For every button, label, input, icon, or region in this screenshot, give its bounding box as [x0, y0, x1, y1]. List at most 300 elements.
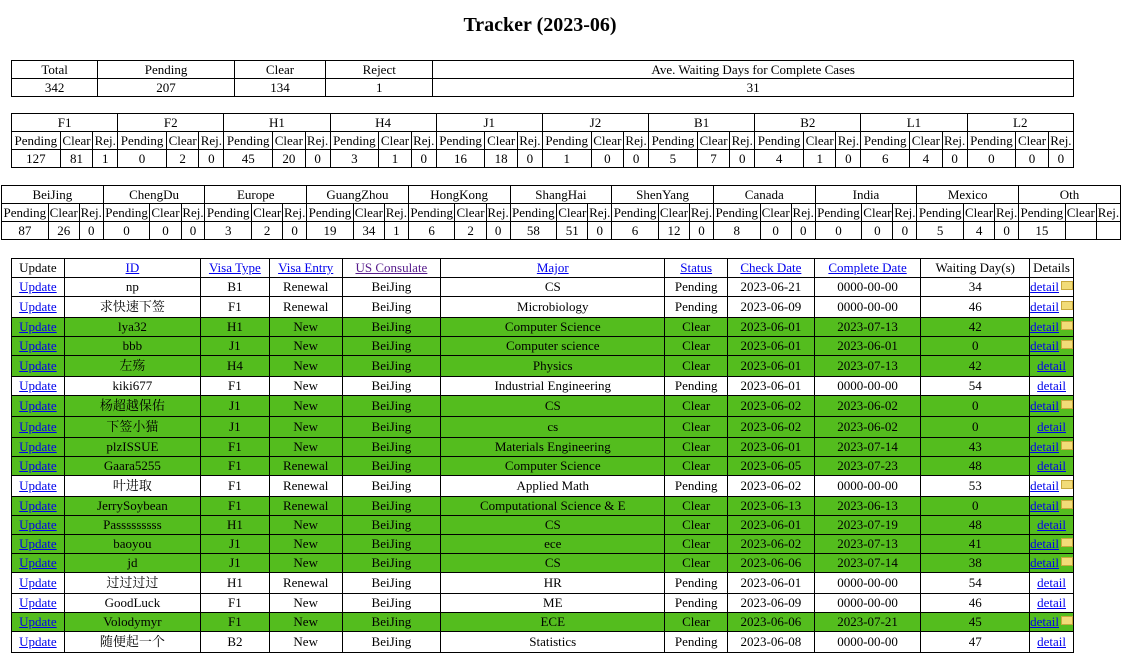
visa-group-sub-header: Clear [697, 132, 730, 150]
details-cell[interactable] [1030, 417, 1074, 438]
details-cell[interactable] [1030, 613, 1074, 632]
status-cell: Clear [665, 613, 728, 632]
visa-type-cell: F1 [201, 457, 270, 476]
consulate-cell: BeiJing [342, 396, 441, 417]
consulate-group-value-row [2, 222, 1121, 240]
visa-group-name: H4 [330, 114, 436, 132]
consulate-group-value: 5 [917, 222, 964, 240]
status-cell: Clear [665, 417, 728, 438]
status-cell: Clear [665, 457, 728, 476]
visa-entry-cell: New [269, 438, 342, 457]
detail-link[interactable]: detail [1030, 439, 1059, 454]
check-date-cell: 2023-06-01 [728, 377, 815, 396]
visa-group-sub-header: Clear [1016, 132, 1049, 150]
visa-group-sub-header: Rej. [413, 132, 435, 148]
sort-complete-date-link[interactable]: Complete Date [828, 260, 907, 275]
case-id-cell: 左殇 [64, 356, 200, 377]
update-link[interactable]: Update [19, 458, 57, 473]
consulate-stats-table [1, 185, 1121, 240]
table-row [12, 594, 1074, 613]
consulate-group-sub-header: Pending [510, 204, 557, 222]
details-cell[interactable] [1030, 497, 1074, 516]
visa-type-cell: F1 [201, 497, 270, 516]
col-visa-entry-header[interactable] [269, 259, 342, 278]
check-date-cell: 2023-06-08 [728, 632, 815, 653]
update-cell[interactable] [12, 297, 65, 318]
waiting-days-cell: 46 [921, 594, 1030, 613]
update-cell[interactable] [12, 457, 65, 476]
consulate-group-value: 0 [893, 222, 917, 240]
update-cell[interactable] [12, 356, 65, 377]
case-id-cell: jd [64, 554, 200, 573]
consulate-group-sub-header: Clear [253, 204, 282, 220]
visa-entry-cell: New [269, 377, 342, 396]
visa-group-sub-header: Pending [967, 132, 1016, 150]
visa-entry-cell: New [269, 516, 342, 535]
update-link[interactable]: Update [19, 595, 57, 610]
visa-group-value: 0 [118, 150, 167, 168]
visa-entry-cell: New [269, 337, 342, 356]
consulate-group-value: 58 [510, 222, 557, 240]
consulate-group-sub-header: Clear [456, 204, 485, 220]
sort-status-link[interactable]: Status [680, 260, 713, 275]
visa-group-value: 0 [836, 150, 861, 168]
visa-group-value: 0 [942, 150, 967, 168]
update-cell[interactable] [12, 632, 65, 653]
table-row [12, 318, 1074, 337]
consulate-cell: BeiJing [342, 356, 441, 377]
waiting-days-cell: 42 [921, 318, 1030, 337]
detail-link[interactable]: detail [1037, 517, 1066, 532]
consulate-group-value: 8 [713, 222, 760, 240]
col-check-date-header[interactable] [728, 259, 815, 278]
visa-group-value: 1 [379, 150, 412, 168]
mail-icon [1061, 557, 1073, 566]
consulate-group-name-row [2, 186, 1121, 204]
waiting-days-cell: 54 [921, 377, 1030, 396]
details-cell[interactable] [1030, 356, 1074, 377]
update-cell[interactable] [12, 594, 65, 613]
update-link[interactable]: Update [19, 378, 57, 393]
visa-type-cell: B1 [201, 278, 270, 297]
update-cell[interactable] [12, 318, 65, 337]
consulate-group-sub-header: Clear [49, 204, 78, 220]
update-cell[interactable] [12, 476, 65, 497]
update-link[interactable]: Update [19, 279, 57, 294]
consulate-group-value: 0 [181, 222, 205, 240]
check-date-cell: 2023-06-01 [728, 516, 815, 535]
status-cell: Pending [665, 278, 728, 297]
visa-group-sub-header: Clear [60, 132, 93, 150]
case-id-cell: GoodLuck [64, 594, 200, 613]
consulate-group-value: 0 [103, 222, 150, 240]
update-link[interactable]: Update [19, 358, 57, 373]
consulate-cell: BeiJing [342, 632, 441, 653]
check-date-cell: 2023-06-13 [728, 497, 815, 516]
complete-date-cell: 2023-07-13 [814, 318, 921, 337]
update-cell[interactable] [12, 278, 65, 297]
detail-link[interactable]: detail [1037, 634, 1066, 649]
status-cell: Pending [665, 594, 728, 613]
consulate-group-value: 6 [408, 222, 455, 240]
visa-type-cell: H1 [201, 573, 270, 594]
consulate-group-name: BeiJing [2, 186, 104, 204]
table-row [12, 438, 1074, 457]
mail-icon [1061, 321, 1073, 330]
visa-group-value-row [12, 150, 1074, 168]
consulate-group-sub-row [2, 204, 1121, 222]
check-date-cell: 2023-06-02 [728, 396, 815, 417]
update-cell[interactable] [12, 337, 65, 356]
summary-header: Reject [326, 61, 433, 79]
major-cell: Industrial Engineering [441, 377, 665, 396]
summary-value: 134 [234, 79, 325, 97]
check-date-cell: 2023-06-01 [728, 438, 815, 457]
visa-group-value: 1 [803, 150, 836, 168]
consulate-group-name: Oth [1019, 186, 1121, 204]
visa-group-sub-header: Pending [12, 132, 61, 150]
details-cell[interactable] [1030, 396, 1074, 417]
visa-group-value: 1 [93, 150, 118, 168]
complete-date-cell: 0000-00-00 [814, 594, 921, 613]
case-id-cell: 随便起一个 [64, 632, 200, 653]
summary-header: Clear [234, 61, 325, 79]
consulate-group-name: HongKong [408, 186, 510, 204]
major-cell: ECE [441, 613, 665, 632]
waiting-days-cell: 53 [921, 476, 1030, 497]
case-id-cell: plzISSUE [64, 438, 200, 457]
update-link[interactable]: Update [19, 398, 57, 413]
consulate-cell: BeiJing [342, 594, 441, 613]
consulate-cell: BeiJing [342, 613, 441, 632]
visa-group-sub-header: Rej. [1050, 132, 1072, 148]
detail-link[interactable]: detail [1037, 378, 1066, 393]
update-cell[interactable] [12, 573, 65, 594]
summary-value: 1 [326, 79, 433, 97]
table-row [12, 278, 1074, 297]
detail-link[interactable]: detail [1037, 575, 1066, 590]
details-cell[interactable] [1030, 337, 1074, 356]
table-row [12, 457, 1074, 476]
update-link[interactable]: Update [19, 439, 57, 454]
consulate-group-value: 4 [963, 222, 994, 240]
col-consulate-header[interactable] [342, 259, 441, 278]
update-cell[interactable] [12, 516, 65, 535]
status-cell: Clear [665, 337, 728, 356]
visa-type-cell: F1 [201, 594, 270, 613]
visa-entry-cell: New [269, 594, 342, 613]
waiting-days-cell: 54 [921, 573, 1030, 594]
detail-link[interactable]: detail [1030, 498, 1059, 513]
check-date-cell: 2023-06-21 [728, 278, 815, 297]
update-link[interactable]: Update [19, 517, 57, 532]
case-id-cell: 杨超越保佑 [64, 396, 200, 417]
details-cell[interactable] [1030, 594, 1074, 613]
waiting-days-cell: 46 [921, 297, 1030, 318]
details-cell[interactable] [1030, 535, 1074, 554]
update-link[interactable]: Update [19, 338, 57, 353]
update-cell[interactable] [12, 497, 65, 516]
details-cell[interactable] [1030, 476, 1074, 497]
table-row [12, 573, 1074, 594]
update-link[interactable]: Update [19, 299, 57, 314]
check-date-cell: 2023-06-02 [728, 535, 815, 554]
mail-icon [1061, 281, 1073, 290]
status-cell: Clear [665, 554, 728, 573]
consulate-group-name: Europe [205, 186, 307, 204]
consulate-group-sub-header: Clear [558, 204, 587, 220]
check-date-cell: 2023-06-02 [728, 417, 815, 438]
case-id-cell: 叶进取 [64, 476, 200, 497]
detail-link[interactable]: detail [1030, 338, 1059, 353]
table-row [12, 417, 1074, 438]
consulate-group-value [1096, 222, 1120, 240]
consulate-group-sub-header: Rej. [284, 204, 306, 220]
visa-group-value: 0 [199, 150, 224, 168]
consulate-group-sub-header: Rej. [1097, 204, 1120, 220]
consulate-group-value: 0 [150, 222, 181, 240]
check-date-cell: 2023-06-09 [728, 594, 815, 613]
details-cell[interactable] [1030, 632, 1074, 653]
complete-date-cell: 0000-00-00 [814, 632, 921, 653]
consulate-group-value: 0 [995, 222, 1019, 240]
consulate-group-name: GuangZhou [307, 186, 409, 204]
details-cell[interactable] [1030, 278, 1074, 297]
col-id-header[interactable] [64, 259, 200, 278]
cases-header-row [12, 259, 1074, 278]
detail-link[interactable]: detail [1030, 398, 1059, 413]
update-cell[interactable] [12, 554, 65, 573]
col-visa-type-header[interactable] [201, 259, 270, 278]
cases-table [11, 258, 1074, 653]
visa-entry-cell: New [269, 417, 342, 438]
consulate-cell: BeiJing [342, 417, 441, 438]
sort-major-link[interactable]: Major [536, 260, 569, 275]
update-link[interactable]: Update [19, 419, 57, 434]
consulate-cell: BeiJing [342, 573, 441, 594]
details-cell[interactable] [1030, 297, 1074, 318]
visa-group-value: 0 [730, 150, 755, 168]
consulate-group-value: 19 [307, 222, 354, 240]
update-cell[interactable] [12, 438, 65, 457]
details-cell[interactable] [1030, 573, 1074, 594]
consulate-cell: BeiJing [342, 278, 441, 297]
consulate-group-value: 0 [791, 222, 815, 240]
detail-link[interactable]: detail [1037, 458, 1066, 473]
sort-visa-entry-link[interactable]: Visa Entry [278, 260, 334, 275]
visa-group-sub-header: Clear [591, 132, 624, 150]
update-link[interactable]: Update [19, 498, 57, 513]
update-cell[interactable] [12, 377, 65, 396]
mail-icon [1061, 301, 1073, 310]
consulate-group-value: 0 [79, 222, 103, 240]
visa-group-sub-header: Pending [330, 132, 379, 150]
complete-date-cell: 0000-00-00 [814, 573, 921, 594]
visa-entry-cell: New [269, 535, 342, 554]
check-date-cell: 2023-06-01 [728, 318, 815, 337]
consulate-group-value: 12 [658, 222, 689, 240]
detail-link[interactable]: detail [1030, 299, 1059, 314]
consulate-group-value: 1 [384, 222, 408, 240]
consulate-group-sub-header: Clear [659, 204, 689, 220]
details-cell[interactable] [1030, 438, 1074, 457]
visa-group-sub-header: Clear [379, 132, 412, 150]
visa-group-value: 20 [273, 150, 306, 168]
major-cell: CS [441, 554, 665, 573]
update-link[interactable]: Update [19, 319, 57, 334]
detail-link[interactable]: detail [1030, 279, 1059, 294]
waiting-days-cell: 41 [921, 535, 1030, 554]
visa-group-value: 81 [60, 150, 93, 168]
visa-entry-cell: New [269, 396, 342, 417]
waiting-days-cell: 0 [921, 417, 1030, 438]
col-status-header[interactable] [665, 259, 728, 278]
consulate-group-sub-header: Pending [917, 204, 964, 222]
col-details-header: Details [1030, 259, 1074, 278]
consulate-cell: BeiJing [342, 516, 441, 535]
consulate-cell: BeiJing [342, 318, 441, 337]
consulate-group-sub-header: Rej. [589, 204, 611, 220]
visa-group-sub-row [12, 132, 1074, 150]
visa-group-name: J2 [542, 114, 648, 132]
update-link[interactable]: Update [19, 614, 57, 629]
update-link[interactable]: Update [19, 536, 57, 551]
consulate-group-name: Canada [713, 186, 815, 204]
summary-value: 31 [433, 79, 1074, 97]
major-cell: Computer Science [441, 318, 665, 337]
details-cell[interactable] [1030, 457, 1074, 476]
waiting-days-cell: 34 [921, 278, 1030, 297]
consulate-group-sub-header: Pending [408, 204, 455, 222]
major-cell: Computational Science & E [441, 497, 665, 516]
consulate-group-sub-header: Clear [863, 204, 892, 220]
complete-date-cell: 2023-07-14 [814, 554, 921, 573]
consulate-group-name: India [815, 186, 917, 204]
update-cell[interactable] [12, 396, 65, 417]
visa-type-cell: B2 [201, 632, 270, 653]
complete-date-cell: 2023-06-02 [814, 396, 921, 417]
table-row [12, 554, 1074, 573]
visa-entry-cell: Renewal [269, 476, 342, 497]
detail-link[interactable]: detail [1030, 555, 1059, 570]
visa-group-sub-header: Rej. [200, 132, 223, 148]
consulate-group-sub-header: Clear [1066, 204, 1095, 220]
summary-value: 342 [12, 79, 98, 97]
sort-id-link[interactable]: ID [125, 260, 140, 275]
details-cell[interactable] [1030, 516, 1074, 535]
visa-group-sub-header: Pending [542, 132, 591, 150]
consulate-group-value: 2 [455, 222, 486, 240]
consulate-group-value: 0 [760, 222, 791, 240]
consulate-group-sub-header: Pending [103, 204, 150, 222]
consulate-group-value: 0 [690, 222, 714, 240]
details-cell[interactable] [1030, 318, 1074, 337]
sort-consulate-link[interactable]: US Consulate [355, 260, 428, 275]
case-id-cell: bbb [64, 337, 200, 356]
visa-group-value: 0 [591, 150, 624, 168]
complete-date-cell: 2023-07-14 [814, 438, 921, 457]
update-link[interactable]: Update [19, 575, 57, 590]
detail-link[interactable]: detail [1030, 478, 1059, 493]
update-link[interactable]: Update [19, 555, 57, 570]
visa-group-sub-header: Rej. [306, 132, 329, 148]
status-cell: Clear [665, 318, 728, 337]
update-cell[interactable] [12, 535, 65, 554]
major-cell: Materials Engineering [441, 438, 665, 457]
waiting-days-cell: 0 [921, 396, 1030, 417]
detail-link[interactable]: detail [1037, 419, 1066, 434]
detail-link[interactable]: detail [1037, 358, 1066, 373]
details-cell[interactable] [1030, 554, 1074, 573]
check-date-cell: 2023-06-02 [728, 476, 815, 497]
visa-group-name: F1 [12, 114, 118, 132]
visa-group-sub-header: Clear [803, 132, 836, 150]
detail-link[interactable]: detail [1030, 319, 1059, 334]
major-cell: cs [441, 417, 665, 438]
consulate-group-sub-header: Pending [1019, 204, 1066, 222]
consulate-group-value: 6 [612, 222, 659, 240]
detail-link[interactable]: detail [1030, 536, 1059, 551]
visa-group-sub-header: Clear [910, 132, 943, 150]
summary-header-row [12, 61, 1074, 79]
sort-visa-type-link[interactable]: Visa Type [208, 260, 261, 275]
update-link[interactable]: Update [19, 478, 57, 493]
mail-icon [1061, 538, 1073, 547]
visa-group-sub-header: Pending [118, 132, 167, 150]
visa-group-sub-header: Rej. [731, 132, 753, 148]
details-cell[interactable] [1030, 377, 1074, 396]
detail-link[interactable]: detail [1037, 595, 1066, 610]
update-link[interactable]: Update [19, 634, 57, 649]
visa-type-cell: H1 [201, 516, 270, 535]
consulate-group-sub-header: Rej. [690, 204, 713, 220]
complete-date-cell: 2023-07-19 [814, 516, 921, 535]
consulate-group-sub-header: Clear [354, 204, 383, 220]
visa-group-value: 0 [1048, 150, 1073, 168]
visa-group-name-row [12, 114, 1074, 132]
visa-group-name: B1 [649, 114, 755, 132]
summary-header: Total [12, 61, 98, 79]
detail-link[interactable]: detail [1030, 614, 1059, 629]
visa-group-value: 2 [166, 150, 199, 168]
visa-type-cell: J1 [201, 417, 270, 438]
visa-type-cell: J1 [201, 535, 270, 554]
waiting-days-cell: 48 [921, 457, 1030, 476]
update-cell[interactable] [12, 417, 65, 438]
col-major-header[interactable] [441, 259, 665, 278]
waiting-days-cell: 38 [921, 554, 1030, 573]
visa-group-sub-header: Pending [436, 132, 485, 150]
consulate-group-sub-header: Pending [307, 204, 354, 222]
visa-type-cell: F1 [201, 377, 270, 396]
case-id-cell: JerrySoybean [64, 497, 200, 516]
visa-entry-cell: New [269, 318, 342, 337]
complete-date-cell: 2023-07-13 [814, 356, 921, 377]
col-complete-date-header[interactable] [814, 259, 921, 278]
status-cell: Clear [665, 516, 728, 535]
visa-group-name: H1 [224, 114, 330, 132]
table-row [12, 497, 1074, 516]
visa-type-cell: J1 [201, 337, 270, 356]
sort-check-date-link[interactable]: Check Date [740, 260, 802, 275]
mail-icon [1061, 500, 1073, 509]
consulate-group-sub-header: Pending [612, 204, 659, 222]
update-cell[interactable] [12, 613, 65, 632]
complete-date-cell: 0000-00-00 [814, 297, 921, 318]
consulate-group-name: ShenYang [612, 186, 714, 204]
consulate-cell: BeiJing [342, 554, 441, 573]
consulate-cell: BeiJing [342, 535, 441, 554]
